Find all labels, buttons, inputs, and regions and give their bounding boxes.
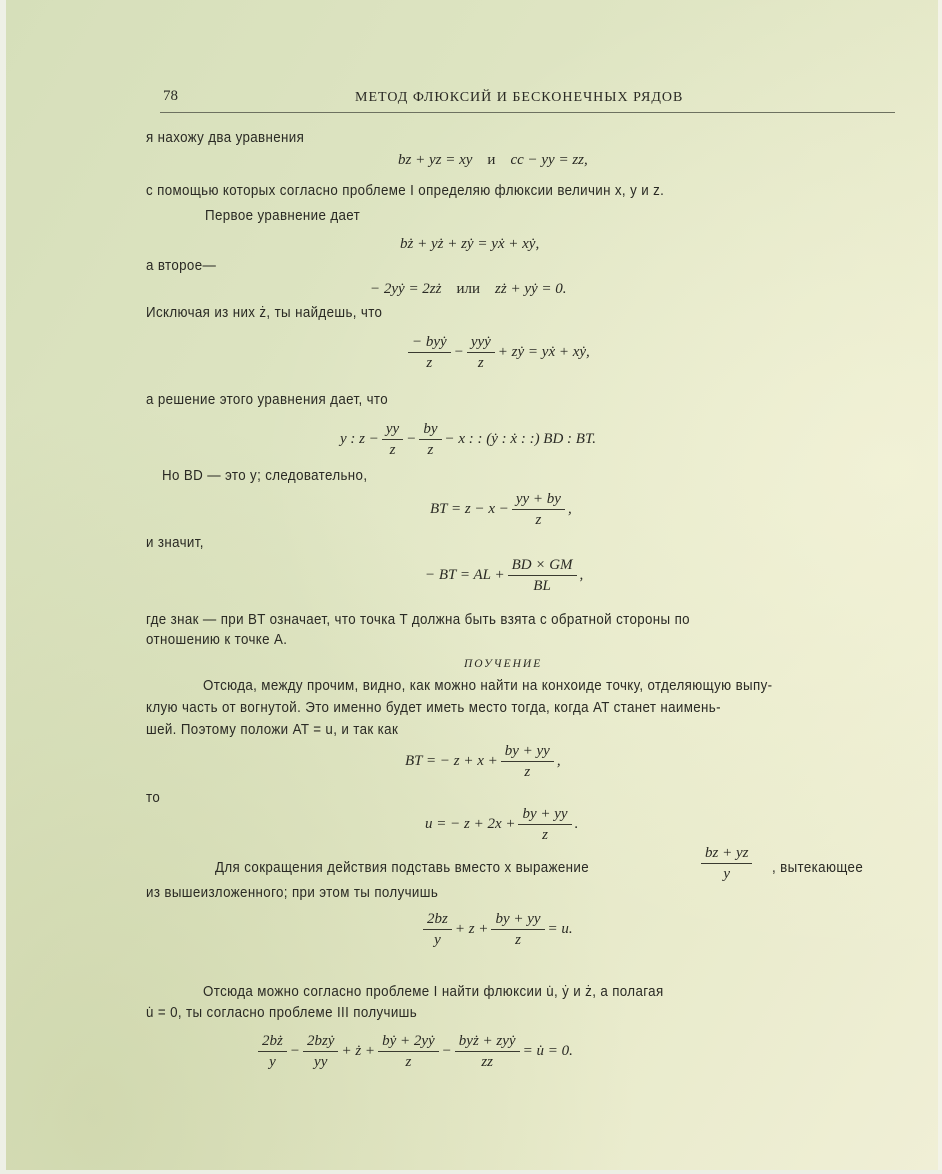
numerator: yy + by <box>512 490 565 510</box>
numerator: − byẏ <box>408 333 451 353</box>
eq-left: − 2yẏ = 2zż <box>370 281 442 297</box>
paragraph: я нахожу два уравнения <box>146 130 305 146</box>
eq-post: = u. <box>547 921 573 937</box>
numerator: 2bż <box>258 1032 287 1052</box>
running-title: МЕТОД ФЛЮКСИЙ И БЕСКОНЕЧНЫХ РЯДОВ <box>355 90 684 105</box>
equation <box>405 742 561 781</box>
page-edge-left <box>0 0 6 1174</box>
denominator: z <box>426 355 433 371</box>
fraction <box>518 805 571 844</box>
fraction <box>419 420 441 459</box>
denominator: y <box>723 866 731 882</box>
paragraph: Исключая из них ż, ты найдешь, что <box>146 305 383 321</box>
denominator: z <box>515 932 521 948</box>
eq-right: cc − yy = zz, <box>510 152 588 168</box>
equation: bż + yż + zẏ = yẋ + xẏ, <box>400 236 540 252</box>
paragraph: Для сокращения действия подставь вместо x выражение <box>215 860 590 876</box>
paragraph: и значит, <box>146 535 204 551</box>
eq-pre: BT = z − x − <box>430 501 509 517</box>
inline-fraction <box>698 844 755 883</box>
eq-conj: или <box>456 281 481 297</box>
fraction <box>491 910 544 949</box>
paragraph: u̇ = 0, ты согласно проблеме III получишь <box>146 1005 418 1021</box>
operator: − <box>406 431 417 447</box>
header-rule <box>160 112 895 113</box>
denominator: yy <box>314 1054 328 1070</box>
eq-post: , <box>556 753 561 769</box>
fraction <box>382 420 403 459</box>
eq-post: − x : : (ẏ : ẋ : :) BD : BT. <box>444 431 596 447</box>
paragraph: из вышеизложенного; при этом ты получишь <box>146 885 439 901</box>
eq-pre: y : z − <box>340 431 379 447</box>
numerator: by + yy <box>518 805 571 825</box>
numerator: bẏ + 2yẏ <box>378 1032 439 1052</box>
equation <box>405 333 590 372</box>
paragraph: то <box>146 790 161 806</box>
equation <box>255 1032 573 1071</box>
paragraph: Но BD — это y; следовательно, <box>162 468 368 484</box>
operator: + ż + <box>341 1043 376 1059</box>
fraction <box>508 556 577 595</box>
numerator: 2bzẏ <box>303 1032 339 1052</box>
denominator: z <box>524 764 531 780</box>
fraction <box>423 910 452 949</box>
numerator: yyẏ <box>467 333 495 353</box>
operator: − <box>441 1043 452 1059</box>
denominator: zz <box>481 1054 494 1070</box>
denominator: z <box>405 1054 412 1070</box>
eq-rest: + zẏ = yẋ + xẏ, <box>497 344 590 360</box>
operator: − <box>289 1043 300 1059</box>
denominator: z <box>427 442 434 458</box>
numerator: by + yy <box>491 910 544 930</box>
denominator: BL <box>533 578 551 594</box>
numerator: by + yy <box>501 742 554 762</box>
page-edge-bottom <box>0 1170 942 1174</box>
paragraph: шей. Поэтому положи AT = u, и так как <box>146 722 399 738</box>
fraction <box>258 1032 287 1071</box>
fraction <box>408 333 451 372</box>
paragraph: Первое уравнение дает <box>205 208 361 224</box>
eq-post: , <box>567 501 572 517</box>
numerator: bz + yz <box>701 844 752 864</box>
fraction <box>701 844 752 883</box>
fraction <box>455 1032 520 1071</box>
denominator: y <box>269 1054 276 1070</box>
eq-post: . <box>574 816 579 832</box>
eq-post: = u̇ = 0. <box>522 1043 573 1059</box>
numerator: BD × GM <box>508 556 577 576</box>
fraction <box>501 742 554 781</box>
equation <box>398 152 588 169</box>
fraction <box>303 1032 339 1071</box>
equation <box>340 420 596 459</box>
numerator: byż + zyẏ <box>455 1032 520 1052</box>
eq-left: bz + yz = xy <box>398 152 473 168</box>
eq-pre: u = − z + 2x + <box>425 816 516 832</box>
numerator: 2bz <box>423 910 452 930</box>
section-heading: ПОУЧЕНИЕ <box>464 658 543 670</box>
denominator: z <box>477 355 484 371</box>
fraction <box>467 333 495 372</box>
paragraph: а решение этого уравнения дает, что <box>146 392 389 408</box>
eq-post: , <box>579 567 584 583</box>
eq-pre: − BT = AL + <box>425 567 505 583</box>
equation <box>420 910 573 949</box>
eq-right: zż + yẏ = 0. <box>495 281 567 297</box>
numerator: by <box>419 420 441 440</box>
equation <box>425 556 583 595</box>
equation <box>430 490 572 529</box>
fraction <box>512 490 565 529</box>
paragraph: с помощью которых согласно проблеме I определяю флюксии величин x, y и z. <box>146 183 665 199</box>
denominator: z <box>542 827 548 843</box>
paragraph: клую часть от вогнутой. Это именно будет иметь место тогда, когда AT станет наимень- <box>146 700 721 716</box>
paragraph: , вытекающее <box>772 860 864 876</box>
eq-pre: BT = − z + x + <box>405 753 498 769</box>
paragraph: отношению к точке A. <box>146 632 288 648</box>
fraction <box>378 1032 439 1071</box>
paragraph: Отсюда можно согласно проблеме I найти флюксии u̇, ẏ и ż, а полагая <box>203 984 664 1000</box>
paragraph: где знак — при BT означает, что точка T должна быть взята с обратной стороны по <box>146 612 690 628</box>
equation <box>370 281 567 298</box>
denominator: z <box>389 442 396 458</box>
paragraph: Отсюда, между прочим, видно, как можно найти на конхоиде точку, отделяющую выпу- <box>203 678 773 694</box>
operator: − <box>453 344 464 360</box>
operator: + z + <box>454 921 489 937</box>
page-edge-right <box>938 0 942 1174</box>
paragraph: а второе— <box>146 258 217 274</box>
numerator: yy <box>382 420 403 440</box>
equation <box>425 805 578 844</box>
page-number: 78 <box>163 88 178 104</box>
eq-conj: и <box>487 152 496 168</box>
denominator: y <box>434 932 441 948</box>
denominator: z <box>535 512 542 528</box>
